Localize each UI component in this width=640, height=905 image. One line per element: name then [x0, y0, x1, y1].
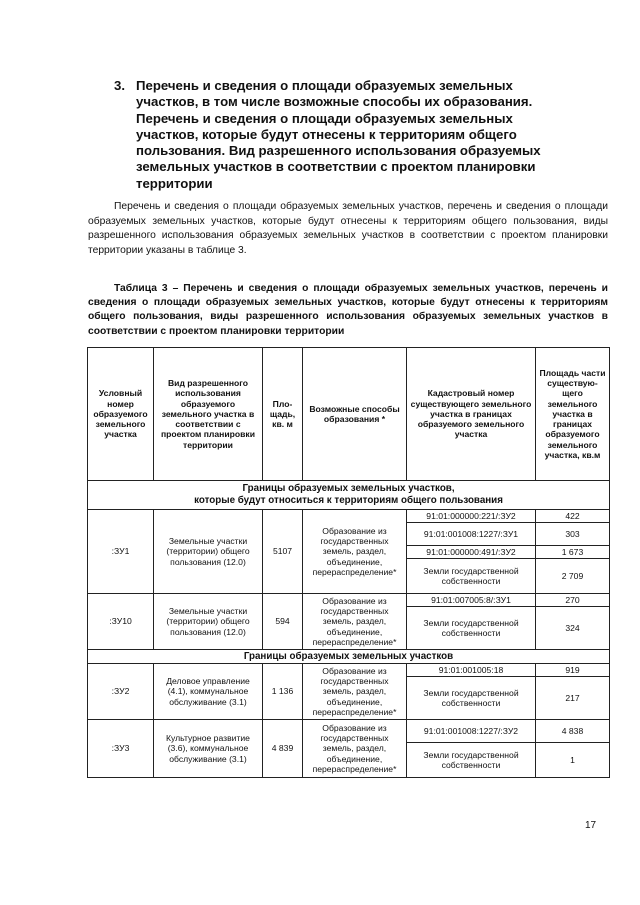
- parcel-method: Образование из государственных земель, раздел, объединение, перераспределение*: [303, 594, 407, 650]
- cadastral-number: 91:01:000000:221/:ЗУ2: [407, 510, 536, 523]
- parcel-id: :ЗУ2: [88, 664, 154, 720]
- table-header-row: [88, 348, 610, 481]
- section-title-parcels: Границы образуемых земельных участков: [88, 650, 610, 664]
- cadastral-number: 91:01:007005:8/:ЗУ1: [407, 594, 536, 607]
- cadastral-number: Земли государственной собственности: [407, 743, 536, 778]
- table-row: [88, 594, 610, 607]
- section-title-public: Границы образуемых земельных участков, которые будут относиться к территориям общего пользования: [88, 481, 610, 510]
- parcel-area: 5107: [263, 510, 303, 594]
- part-area: 2 709: [536, 559, 610, 594]
- parcel-use: Земельные участки (территории) общего пользования (12.0): [154, 510, 263, 594]
- part-area: 4 838: [536, 720, 610, 743]
- cadastral-number: 91:01:001005:18: [407, 664, 536, 677]
- parcel-area: 594: [263, 594, 303, 650]
- cadastral-number: 91:01:000000:491/:ЗУ2: [407, 546, 536, 559]
- parcel-method: Образование из государственных земель, раздел, объединение, перераспределение*: [303, 720, 407, 778]
- cadastral-number: Земли государственной собственности: [407, 559, 536, 594]
- table-row: [88, 510, 610, 523]
- col-header-method: Возможные способы образования *: [303, 348, 407, 481]
- col-header-area: Пло-щадь, кв. м: [263, 348, 303, 481]
- section-heading: [114, 78, 569, 192]
- page-number: 17: [585, 820, 597, 831]
- parcel-id: :ЗУ1: [88, 510, 154, 594]
- parcel-method: Образование из государственных земель, раздел, объединение, перераспределение*: [303, 664, 407, 720]
- part-area: 217: [536, 677, 610, 720]
- part-area: 1: [536, 743, 610, 778]
- col-header-id: Условный номер образуемого земельного участка: [88, 348, 154, 481]
- part-area: 1 673: [536, 546, 610, 559]
- parcel-id: :ЗУ10: [88, 594, 154, 650]
- cadastral-number: Земли государственной собственности: [407, 607, 536, 650]
- part-area: 303: [536, 523, 610, 546]
- parcel-area: 1 136: [263, 664, 303, 720]
- parcel-use: Культурное развитие (3.6), коммунальное обслуживание (3.1): [154, 720, 263, 778]
- parcels-table: [87, 347, 610, 778]
- col-header-part-area: Площадь части существую-щего земельного участка в границах образуемого земельного участка, кв.м: [536, 348, 610, 481]
- part-area: 270: [536, 594, 610, 607]
- section-row: [88, 481, 610, 510]
- section-title: Перечень и сведения о площади образуемых земельных участков, в том числе возможные способы их образования. Перечень и сведения о площади образуемых земельных участков, которые будут отнесены к территориям общего пользования. Вид разрешенного использования образуемых земельных участков в соответствии с проектом планировки территории: [136, 78, 541, 191]
- table-row: [88, 720, 610, 743]
- table-caption: Таблица 3 – Перечень и сведения о площади образуемых земельных участков, перечень и сведения о площади образуемых земельных участков, которые будут отнесены к территориям общего пользования, виды разрешенного использования образуемых земельных участков в соответствии с проектом планировки территории: [88, 283, 608, 337]
- cadastral-number: 91:01:001008:1227/:ЗУ2: [407, 720, 536, 743]
- parcel-area: 4 839: [263, 720, 303, 778]
- cadastral-number: Земли государственной собственности: [407, 677, 536, 720]
- part-area: 324: [536, 607, 610, 650]
- part-area: 422: [536, 510, 610, 523]
- parcel-method: Образование из государственных земель, раздел, объединение, перераспределение*: [303, 510, 407, 594]
- part-area: 919: [536, 664, 610, 677]
- parcel-use: Земельные участки (территории) общего пользования (12.0): [154, 594, 263, 650]
- table-row: [88, 664, 610, 677]
- col-header-cadastral: Кадастровый номер существующего земельного участка в границах образуемого земельного участка: [407, 348, 536, 481]
- section-number: 3.: [114, 78, 125, 93]
- col-header-use: Вид разрешенного использования образуемого земельного участка в соответствии с проектом планировки территории: [154, 348, 263, 481]
- parcel-use: Деловое управление (4.1), коммунальное обслуживание (3.1): [154, 664, 263, 720]
- cadastral-number: 91:01:001008:1227/:ЗУ1: [407, 523, 536, 546]
- section-row: [88, 650, 610, 664]
- body-paragraph: Перечень и сведения о площади образуемых земельных участков, перечень и сведения о площади образуемых земельных участков, которые будут отнесены к территориям общего пользования, виды разрешенного использования образуемых земельных участков в соответствии с проектом планировки территории указаны в таблице 3.: [88, 201, 608, 256]
- parcel-id: :ЗУ3: [88, 720, 154, 778]
